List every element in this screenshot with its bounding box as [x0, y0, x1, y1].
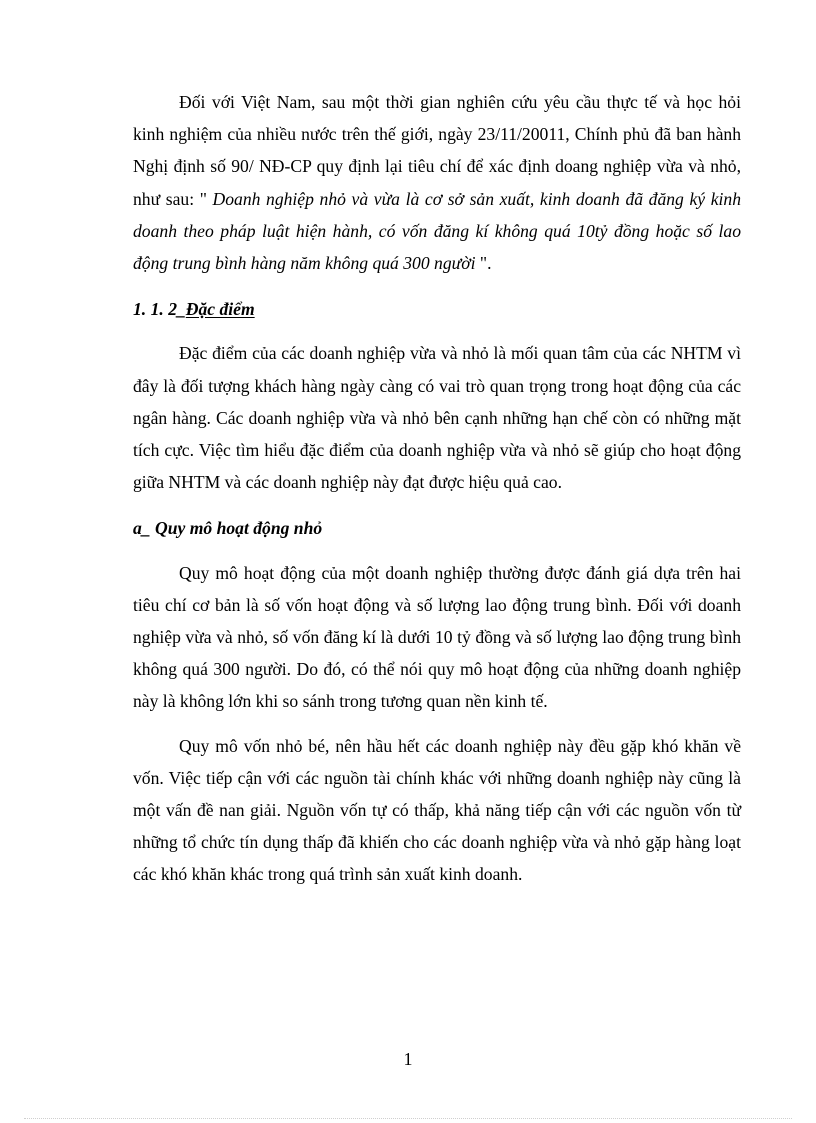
page-content [133, 86, 741, 903]
paragraph-scale: Quy mô hoạt động của một doanh nghiệp thường được đánh giá dựa trên hai tiêu chí cơ bản là số vốn hoạt động và số lượng lao động trung bình. Đối với doanh nghiệp vừa và nhỏ, số vốn đăng kí là dưới 10 tỷ đồng và số lượng lao động trung bình không quá 300 người. Do đó, có thể nói quy mô hoạt động của những doanh nghiệp này là không lớn khi so sánh trong tương quan nền kinh tế. [133, 562, 741, 712]
section-heading-1-1-2 [133, 293, 741, 325]
paragraph-intro-end: ". [475, 253, 492, 274]
subsection-heading-a [133, 512, 741, 544]
page-number: 1 [403, 1049, 413, 1069]
paragraph-characteristics: Đặc điểm của các doanh nghiệp vừa và nhỏ là mối quan tâm của các NHTM vì đây là đối tượng khách hàng ngày càng có vai trò quan trọng trong hoạt động của các ngân hàng. Các doanh nghiệp vừa và nhỏ bên cạnh những hạn chế còn có những mặt tích cực. Việc tìm hiểu đặc điểm của doanh nghiệp vừa và nhỏ sẽ giúp cho hoạt động giữa NHTM và các doanh nghiệp này đạt được hiệu quả cao. [133, 343, 741, 493]
decree-quote: Doanh nghiệp nhỏ và vừa là cơ sở sản xuất, kinh doanh đã đăng ký kinh doanh theo pháp luật hiện hành, có vốn đăng kí không quá 10tỷ đồng hoặc số lao động trung bình hàng năm không quá 300 người [133, 188, 741, 274]
section-title: Đặc điểm [185, 299, 255, 320]
subsection-title: a_ Quy mô hoạt động nhỏ [133, 518, 323, 539]
paragraph-intro-text: Đối với Việt Nam, sau một thời gian nghiên cứu yêu cầu thực tế và học hỏi kinh nghiệm của nhiều nước trên thế giới, ngày 23/11/20011, Chính phủ đã ban hành Nghị định số 90/ NĐ-CP quy định lại tiêu chí để xác định doang nghiệp vừa và nhỏ, như sau: " [133, 92, 741, 209]
paragraph-capital: Quy mô vốn nhỏ bé, nên hầu hết các doanh nghiệp này đều gặp khó khăn về vốn. Việc tiếp cận với các nguồn tài chính khác với những doanh nghiệp này cũng là một vấn đề nan giải. Nguồn vốn tự có thấp, khả năng tiếp cận với các nguồn vốn từ những tổ chức tín dụng thấp đã khiến cho các doanh nghiệp vừa và nhỏ gặp hàng loạt các khó khăn khác trong quá trình sản xuất kinh doanh. [133, 735, 741, 885]
page-bottom-divider [24, 1118, 792, 1119]
paragraph-intro [133, 86, 741, 279]
section-number: 1. 1. 2_ [133, 299, 186, 320]
